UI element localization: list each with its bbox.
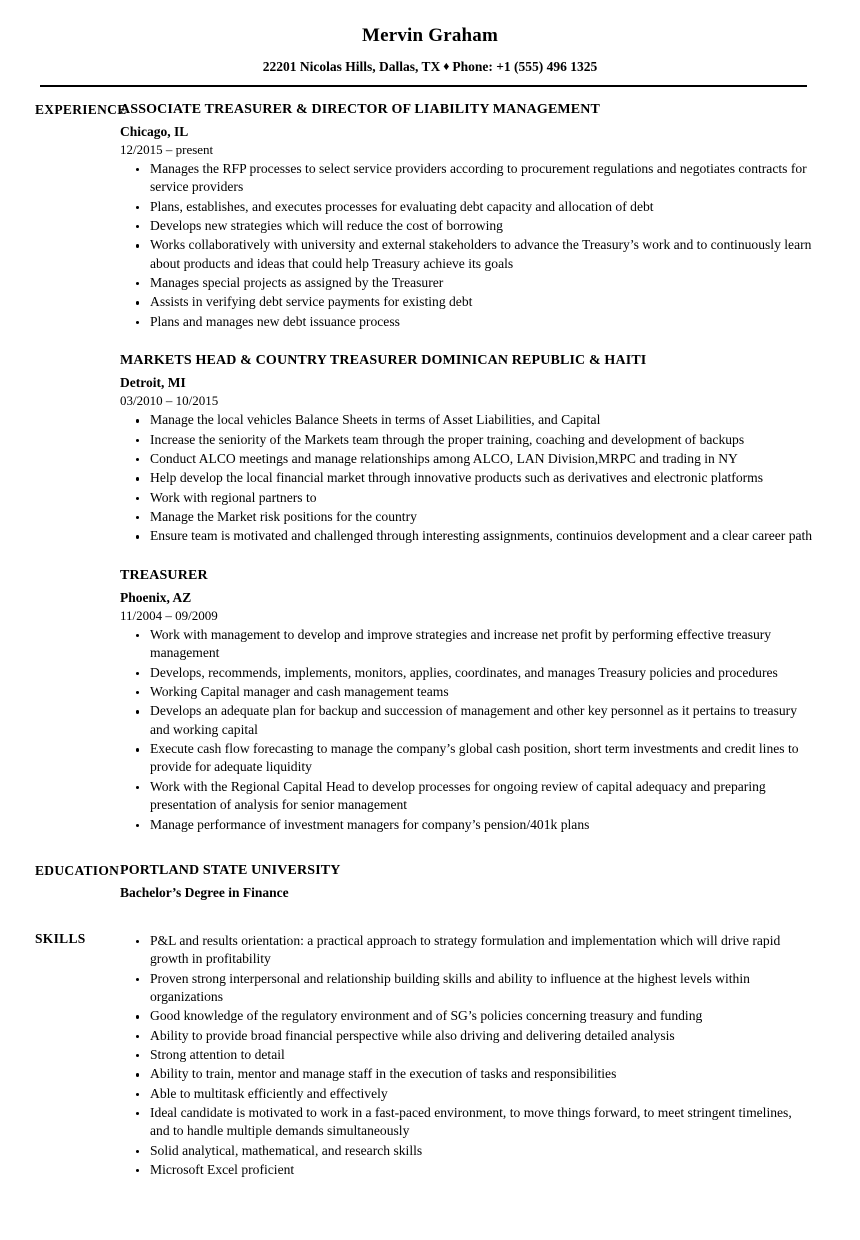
list-item: Manage the local vehicles Balance Sheets in terms of Asset Liabilities, and Capital	[120, 411, 814, 429]
experience-list	[120, 101, 860, 834]
list-item: Microsoft Excel proficient	[120, 1161, 814, 1179]
experience-entry	[120, 567, 814, 834]
list-item: Develops new strategies which will reduce the cost of borrowing	[120, 217, 814, 235]
job-dates: 11/2004 – 09/2009	[120, 607, 218, 623]
list-item: Conduct ALCO meetings and manage relationships among ALCO, LAN Division,MRPC and trading in NY	[120, 450, 814, 468]
list-item: Ability to train, mentor and manage staff in the execution of tasks and responsibilities	[120, 1065, 814, 1083]
list-item: Help develop the local financial market through innovative products such as derivatives and electronic platforms	[120, 469, 814, 487]
resume-body	[0, 87, 860, 1180]
list-item: Good knowledge of the regulatory environment and of SG’s policies concerning treasury and funding	[120, 1007, 814, 1025]
job-dates: 03/2010 – 10/2015	[120, 393, 219, 409]
contact-address: 22201 Nicolas Hills, Dallas, TX	[262, 58, 441, 74]
list-item: Assists in verifying debt service payments for existing debt	[120, 293, 814, 311]
list-item: Work with regional partners to	[120, 489, 814, 507]
resume-header	[0, 0, 860, 87]
list-item: P&L and results orientation: a practical approach to strategy formulation and implementation which will drive rapid growth in profitability	[120, 932, 814, 969]
skills-bullet-list	[120, 932, 814, 1179]
job-dates: 12/2015 – present	[120, 141, 214, 157]
list-item: Increase the seniority of the Markets team through the proper training, coaching and development of backups	[120, 431, 814, 449]
list-item: Able to multitask efficiently and effectively	[120, 1085, 814, 1103]
list-item: Manage performance of investment managers for company’s pension/401k plans	[120, 816, 814, 834]
section-education	[0, 862, 860, 902]
list-item: Works collaboratively with university and external stakeholders to advance the Treasury’s work and to continuously learn about products and ideas that could help Treasury achieve its goals	[120, 236, 814, 273]
list-item: Work with the Regional Capital Head to develop processes for ongoing review of capital adequacy and preparing presentation of analysis for senior management	[120, 778, 814, 815]
experience-entry	[120, 352, 814, 546]
job-location: Detroit, MI	[120, 375, 186, 391]
job-title: ASSOCIATE TREASURER & DIRECTOR OF LIABILITY MANAGEMENT	[120, 101, 601, 117]
job-location: Phoenix, AZ	[120, 589, 192, 605]
list-item: Ideal candidate is motivated to work in a fast-paced environment, to move things forward, to meet stringent timelines, and to handle multiple demands simultaneously	[120, 1104, 814, 1141]
education-school: PORTLAND STATE UNIVERSITY	[120, 862, 341, 878]
experience-entry	[120, 101, 814, 331]
list-item: Manage the Market risk positions for the country	[120, 508, 814, 526]
job-location: Chicago, IL	[120, 123, 189, 139]
job-bullet-list	[120, 160, 814, 331]
section-label-experience: EXPERIENCE	[35, 101, 127, 117]
list-item: Proven strong interpersonal and relationship building skills and ability to influence at the highest levels within organizations	[120, 970, 814, 1007]
list-item: Manages special projects as assigned by the Treasurer	[120, 274, 814, 292]
list-item: Develops, recommends, implements, monitors, applies, coordinates, and manages Treasury policies and procedures	[120, 664, 814, 682]
job-bullet-list	[120, 626, 814, 834]
list-item: Strong attention to detail	[120, 1046, 814, 1064]
diamond-separator-icon: ♦	[443, 58, 450, 73]
section-label-skills: SKILLS	[35, 930, 86, 946]
list-item: Solid analytical, mathematical, and research skills	[120, 1142, 814, 1160]
list-item: Ensure team is motivated and challenged through interesting assignments, continuios development and a clear career path	[120, 527, 814, 545]
list-item: Ability to provide broad financial perspective while also driving and delivering detailed analysis	[120, 1027, 814, 1045]
education-degree: Bachelor’s Degree in Finance	[120, 885, 289, 901]
list-item: Manages the RFP processes to select service providers according to procurement regulations and negotiates contracts for service providers	[120, 160, 814, 197]
education-entry	[120, 862, 814, 902]
contact-line	[0, 59, 860, 76]
list-item: Working Capital manager and cash management teams	[120, 683, 814, 701]
job-bullet-list	[120, 411, 814, 545]
contact-phone: Phone: +1 (555) 496 1325	[452, 58, 598, 74]
job-title: MARKETS HEAD & COUNTRY TREASURER DOMINICAN REPUBLIC & HAITI	[120, 353, 647, 369]
section-skills	[0, 930, 860, 1179]
candidate-name: Mervin Graham	[361, 25, 499, 46]
list-item: Work with management to develop and improve strategies and increase net profit by performing effective treasury management	[120, 626, 814, 663]
education-list	[120, 862, 860, 902]
section-label-education: EDUCATION	[35, 862, 120, 878]
list-item: Develops an adequate plan for backup and succession of management and other key personnel as it pertains to treasury and working capital	[120, 702, 814, 739]
list-item: Plans, establishes, and executes processes for evaluating debt capacity and allocation of debt	[120, 198, 814, 216]
section-experience	[0, 101, 860, 834]
list-item: Plans and manages new debt issuance process	[120, 313, 814, 331]
job-title: TREASURER	[120, 567, 208, 583]
list-item: Execute cash flow forecasting to manage the company’s global cash position, short term investments and credit lines to provide for adequate liquidity	[120, 740, 814, 777]
skills-list	[120, 930, 860, 1179]
